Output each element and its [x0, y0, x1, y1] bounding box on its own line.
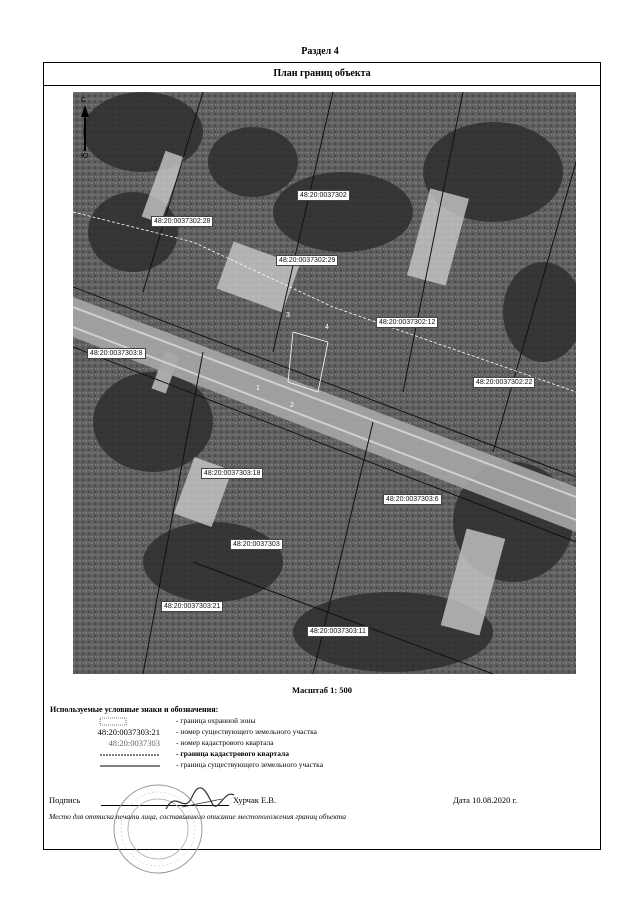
point-label: 2: [290, 402, 294, 409]
hatched-rect-icon: [60, 716, 160, 727]
parcel-label: 48:20:0037303:18: [201, 468, 263, 479]
legend-symbol-text: 48:20:0037303: [108, 738, 160, 748]
legend-text: - граница охранной зоны: [176, 716, 256, 725]
parcel-label: 48:20:0037302:28: [151, 216, 213, 227]
legend-text: - номер существующего земельного участка: [176, 727, 317, 736]
legend-text: - граница кадастрового квартала: [176, 749, 289, 758]
signature-row: [49, 795, 589, 809]
point-label: 3: [286, 312, 290, 319]
point-label: 4: [325, 324, 329, 331]
parcel-label: 48:20:0037302:12: [376, 317, 438, 328]
map-scale: Масштаб 1: 500: [291, 685, 353, 695]
frame-header: План границ объекта: [44, 63, 600, 86]
compass-north-label: С: [81, 97, 87, 104]
parcel-label: 48:20:0037303:8: [87, 348, 146, 359]
signer-name: Хурчак Е.В.: [233, 795, 277, 805]
section-title: Раздел 4: [301, 46, 339, 57]
legend-item-security-zone: [50, 716, 590, 727]
legend: [50, 705, 590, 771]
solid-line-icon: [60, 760, 160, 771]
compass-south-label: Ю: [81, 153, 89, 160]
parcel-label: 48:20:0037303:21: [161, 601, 223, 612]
legend-symbol-text: 48:20:0037303:21: [97, 727, 160, 737]
parcel-label: 48:20:0037302:29: [276, 255, 338, 266]
parcel-label: 48:20:0037303: [230, 539, 283, 550]
signature-date: Дата 10.08.2020 г.: [453, 795, 518, 805]
document-frame: [43, 62, 601, 850]
stamp-place-note: Место для оттиска печати лица, составившего описание местоположения границ объекта: [49, 812, 347, 821]
parcel-label: 48:20:0037303:11: [307, 626, 369, 637]
legend-item-quarter-boundary: [50, 749, 590, 760]
legend-text: - граница существующего земельного участка: [176, 760, 324, 769]
legend-title: Используемые условные знаки и обозначения:: [50, 705, 219, 714]
north-arrow: [78, 97, 92, 167]
parcel-label: 48:20:0037302:22: [473, 377, 535, 388]
point-label: 1: [256, 385, 260, 392]
dashed-line-icon: [60, 749, 160, 760]
legend-item-parcel-boundary: [50, 760, 590, 771]
autograph-icon: [162, 785, 242, 815]
legend-text: - номер кадастрового квартала: [176, 738, 274, 747]
orthophoto-map: [73, 92, 576, 674]
parcel-label: 48:20:0037303:6: [383, 494, 442, 505]
legend-item-quarter-number: [50, 738, 590, 749]
signature-label: Подпись: [49, 795, 81, 805]
legend-item-parcel-number: [50, 727, 590, 738]
parcel-label: 48:20:0037302: [297, 190, 350, 201]
